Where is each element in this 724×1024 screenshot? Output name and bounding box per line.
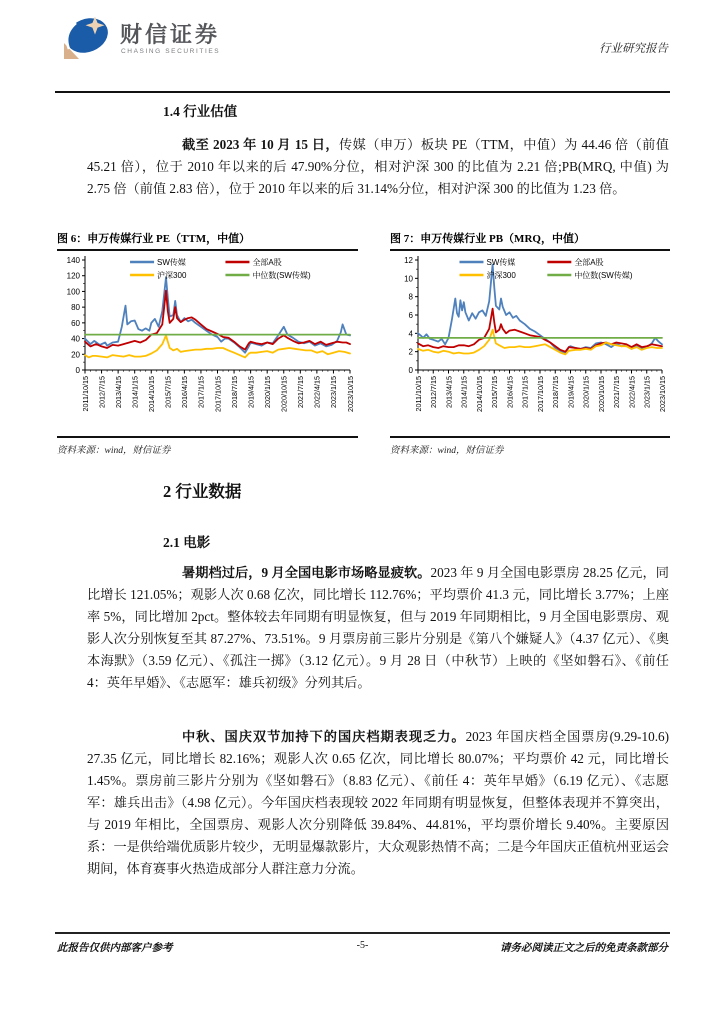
svg-text:6: 6 <box>408 311 413 320</box>
svg-text:2022/4/15: 2022/4/15 <box>312 376 322 408</box>
page-number: -5- <box>356 940 369 951</box>
svg-text:2017/1/15: 2017/1/15 <box>520 376 530 408</box>
svg-text:2018/7/15: 2018/7/15 <box>229 376 239 408</box>
svg-text:2021/7/15: 2021/7/15 <box>296 376 306 408</box>
header-divider <box>55 91 670 93</box>
svg-text:2016/4/15: 2016/4/15 <box>180 376 190 408</box>
svg-text:2012/7/15: 2012/7/15 <box>97 376 107 408</box>
legend-label: SW传媒 <box>157 258 186 267</box>
legend-label: 全部A股 <box>574 258 604 267</box>
brand-name: 财信证券 <box>120 22 221 47</box>
paragraph-national-day-boxoffice <box>87 726 669 880</box>
svg-text:2014/1/15: 2014/1/15 <box>459 376 469 408</box>
figure-pb-bottom-rule <box>390 436 670 438</box>
pb-chart <box>390 252 670 436</box>
section-title-movies: 2.1 电影 <box>163 535 211 550</box>
series-line-hs300 <box>85 335 350 357</box>
svg-text:2023/1/15: 2023/1/15 <box>329 376 339 408</box>
legend-label: 中位数(SW传媒) <box>252 271 311 280</box>
svg-text:2019/4/15: 2019/4/15 <box>246 376 256 408</box>
svg-text:80: 80 <box>71 303 80 313</box>
svg-text:2018/7/15: 2018/7/15 <box>551 376 561 408</box>
figure-pe-source: 资料来源：wind，财信证券 <box>57 445 171 456</box>
svg-text:2017/10/15: 2017/10/15 <box>535 376 545 412</box>
legend-label: 沪深300 <box>157 271 187 280</box>
figures-row <box>57 230 670 456</box>
svg-text:2019/4/15: 2019/4/15 <box>566 376 576 408</box>
svg-text:2023/10/15: 2023/10/15 <box>345 376 355 412</box>
svg-text:2014/1/15: 2014/1/15 <box>130 376 140 408</box>
section-title-industry-data: 2 行业数据 <box>163 482 242 501</box>
series-line-all-a-shares <box>85 291 350 350</box>
series-line-hs300 <box>418 330 662 355</box>
svg-text:2023/1/15: 2023/1/15 <box>642 376 652 408</box>
figure-pb-caption: 图 7：申万传媒行业 PB（MRQ，中值） <box>390 233 585 245</box>
paragraph-valuation-lead: 截至 2023 年 10 月 15 日， <box>182 137 340 152</box>
svg-text:2013/4/15: 2013/4/15 <box>444 376 454 408</box>
svg-text:2015/7/15: 2015/7/15 <box>490 376 500 408</box>
svg-text:2020/1/15: 2020/1/15 <box>581 376 591 408</box>
svg-text:2022/4/15: 2022/4/15 <box>627 376 637 408</box>
figure-pe <box>57 230 358 456</box>
svg-text:60: 60 <box>71 318 80 328</box>
svg-text:120: 120 <box>66 271 80 281</box>
figure-pb <box>390 230 670 456</box>
svg-text:100: 100 <box>66 287 80 297</box>
svg-text:2020/1/15: 2020/1/15 <box>262 376 272 408</box>
paragraph-national-day-lead: 中秋、国庆双节加持下的国庆档期表现乏力。 <box>182 729 466 744</box>
svg-text:2020/10/15: 2020/10/15 <box>279 376 289 412</box>
svg-text:2012/7/15: 2012/7/15 <box>429 376 439 408</box>
svg-text:40: 40 <box>71 334 80 344</box>
paragraph-september-lead: 暑期档过后，9 月全国电影市场略显疲软。 <box>182 565 431 580</box>
footer-divider <box>55 932 670 934</box>
svg-text:0: 0 <box>75 366 80 375</box>
svg-text:0: 0 <box>408 366 413 375</box>
pe-chart <box>57 252 358 436</box>
svg-text:2: 2 <box>408 347 413 357</box>
svg-text:8: 8 <box>408 292 413 302</box>
figure-pe-caption: 图 6：申万传媒行业 PE（TTM，中值） <box>57 233 251 245</box>
svg-text:2011/10/15: 2011/10/15 <box>80 376 90 412</box>
footer-disclaimer-left: 此报告仅供内部客户参考 <box>57 943 173 954</box>
doc-type-label: 行业研究报告 <box>599 43 668 55</box>
legend-label: 全部A股 <box>252 258 282 267</box>
svg-text:2013/4/15: 2013/4/15 <box>113 376 123 408</box>
svg-text:4: 4 <box>408 329 413 339</box>
legend-label: 沪深300 <box>486 271 516 280</box>
svg-text:2011/10/15: 2011/10/15 <box>413 376 423 412</box>
figure-pe-bottom-rule <box>57 436 358 438</box>
figure-pe-top-rule <box>57 249 358 251</box>
paragraph-september-boxoffice <box>87 562 669 694</box>
svg-text:2021/7/15: 2021/7/15 <box>612 376 622 408</box>
svg-text:2014/10/15: 2014/10/15 <box>474 376 484 412</box>
svg-text:2020/10/15: 2020/10/15 <box>596 376 606 412</box>
page-footer <box>57 940 668 958</box>
svg-text:2015/7/15: 2015/7/15 <box>163 376 173 408</box>
svg-text:2017/1/15: 2017/1/15 <box>196 376 206 408</box>
svg-text:140: 140 <box>66 256 80 265</box>
paragraph-valuation-body: 传媒（申万）板块 PE（TTM，中值）为 44.46 倍（前值 45.21 倍），位于 2010 年以来的后 47.90%分位，相对沪深 300 的比值为 2.21 倍;PB(MRQ, 中值) 为 2.75 倍（前值 2.83 倍），位于 2010 年以来的后 31.14%分位，相对沪深 300 的比值为 1.23 倍。 <box>87 137 669 196</box>
page-header <box>62 12 668 78</box>
paragraph-valuation <box>87 134 669 200</box>
svg-text:2016/4/15: 2016/4/15 <box>505 376 515 408</box>
paragraph-national-day-body: 2023 年国庆档全国票房(9.29-10.6) 27.35 亿元，同比增长 82.16%；观影人次 0.65 亿次，同比增长 80.07%；平均票价 42 元，同比增长 1.45%。票房前三影片分别为《坚如磐石》（8.83 亿元）、《前任 4：英年早婚》（6.19 亿元）、《志愿军：雄兵出击》（4.98 亿元）。今年国庆档表现较 2022 年同期有明显恢复，但整体表现并不算突出，与 2019 年相比，全国票房、观影人次分别降低 39.84%、44.81%，平均票价增长 9.40%。主要原因系：一是供给端优质影片较少，无明显爆款影片，大众观影热情不高；二是今年国庆正值杭州亚运会期间，体育赛事火热造成部分人群注意力分流。 <box>87 729 669 876</box>
company-logo-icon <box>62 14 110 60</box>
figure-pb-source: 资料来源：wind，财信证券 <box>390 445 504 456</box>
legend-label: SW传媒 <box>486 258 516 267</box>
svg-text:2017/10/15: 2017/10/15 <box>213 376 223 412</box>
footer-disclaimer-right: 请务必阅读正文之后的免责条款部分 <box>500 943 668 954</box>
legend-label: 中位数(SW传媒) <box>574 271 633 280</box>
svg-text:20: 20 <box>71 350 80 360</box>
figure-pb-top-rule <box>390 249 670 251</box>
brand-subtitle: CHASING SECURITIES <box>121 48 221 55</box>
section-title-valuation: 1.4 行业估值 <box>163 104 238 119</box>
svg-text:2014/10/15: 2014/10/15 <box>147 376 157 412</box>
svg-text:10: 10 <box>404 274 413 284</box>
paragraph-september-body: 2023 年 9 月全国电影票房 28.25 亿元，同比增长 121.05%；观影人次 0.68 亿次，同比增长 112.76%；平均票价 41.3 元，同比增长 3.77%；上座率 5%，同比增加 2pct。整体较去年同期有明显恢复，但与 2019 年同期相比，9 月全国电影票房、观影人次分别恢复至其 87.27%、73.51%。9 月票房前三影片分别是《第八个嫌疑人》（4.37 亿元）、《奥本海默》（3.59 亿元）、《孤注一掷》（3.12 亿元）。9 月 28 日（中秋节）上映的《坚如磐石》、《前任 4：英年早婚》、《志愿军：雄兵初级》分列其后。 <box>87 565 669 690</box>
svg-text:2023/10/15: 2023/10/15 <box>657 376 667 412</box>
svg-text:12: 12 <box>404 256 413 265</box>
